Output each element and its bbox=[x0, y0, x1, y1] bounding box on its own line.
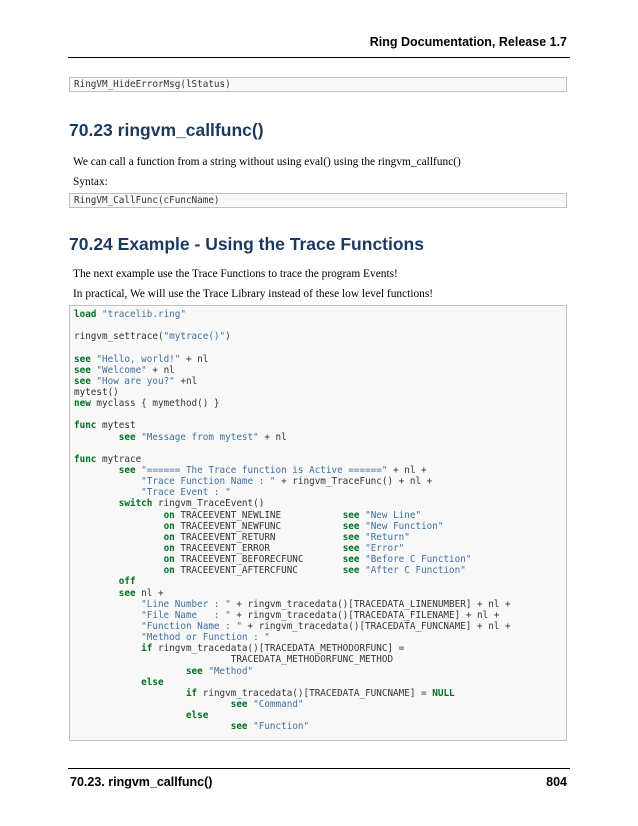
code-string: "New Function" bbox=[365, 520, 444, 532]
code-text: TRACEEVENT_BEFORECFUNC bbox=[174, 554, 343, 566]
code-text bbox=[74, 688, 186, 699]
code-keyword: see bbox=[342, 520, 360, 532]
code-keyword: on bbox=[163, 520, 175, 532]
code-keyword: see bbox=[185, 665, 203, 677]
code-line bbox=[74, 387, 562, 398]
code-text: mytest() bbox=[74, 386, 119, 398]
code-line bbox=[74, 532, 562, 543]
code-string: "File Name : " bbox=[141, 609, 231, 621]
code-text: mytrace bbox=[96, 453, 142, 465]
code-string: "New Line" bbox=[365, 509, 422, 521]
code-string: "====== The Trace function is Active ======" bbox=[141, 464, 388, 476]
code-text bbox=[74, 621, 141, 632]
code-text: mytest bbox=[96, 420, 136, 432]
code-keyword: on bbox=[163, 565, 175, 577]
code-block-syntax: RingVM_CallFunc(cFuncName) bbox=[69, 193, 567, 208]
code-text bbox=[74, 666, 186, 677]
code-text bbox=[74, 532, 164, 543]
code-text bbox=[74, 710, 186, 721]
code-keyword: load bbox=[74, 309, 97, 320]
code-keyword: see bbox=[230, 721, 248, 733]
paragraph-callfunc: We can call a function from a string without using eval() using the ringvm_callfunc() bbox=[73, 156, 461, 168]
code-string: "Trace Function Name : " bbox=[141, 476, 276, 488]
code-line bbox=[74, 409, 562, 420]
code-line bbox=[74, 331, 562, 342]
code-keyword: if bbox=[141, 643, 153, 655]
code-keyword: on bbox=[163, 509, 175, 521]
code-string: "Method or Function : " bbox=[141, 632, 270, 644]
code-line bbox=[74, 420, 562, 431]
code-text bbox=[74, 643, 141, 654]
code-keyword: switch bbox=[118, 498, 153, 510]
code-line bbox=[74, 677, 562, 688]
code-text bbox=[74, 576, 119, 587]
code-line bbox=[74, 565, 562, 576]
code-text: + nl bbox=[180, 353, 209, 365]
code-keyword: see bbox=[74, 375, 91, 387]
footer-section: 70.23. ringvm_callfunc() bbox=[70, 775, 213, 789]
code-keyword: see bbox=[118, 431, 136, 443]
code-text: TRACEEVENT_RETURN bbox=[174, 531, 343, 543]
paragraph-trace-1: The next example use the Trace Functions to trace the program Events! bbox=[73, 268, 398, 280]
code-text: myclass { mymethod() } bbox=[90, 398, 220, 410]
code-line bbox=[74, 610, 562, 621]
footer-page-number: 804 bbox=[546, 775, 567, 789]
code-line bbox=[74, 443, 562, 454]
code-text bbox=[74, 677, 141, 688]
code-line bbox=[74, 498, 562, 509]
code-string: "Welcome" bbox=[96, 364, 147, 376]
code-text: ringvm_settrace( bbox=[74, 331, 164, 343]
code-line bbox=[74, 654, 562, 665]
code-keyword: see bbox=[118, 587, 136, 599]
section-heading-callfunc: 70.23 ringvm_callfunc() bbox=[69, 120, 264, 140]
code-keyword: see bbox=[342, 565, 360, 577]
code-string: "How are you?" bbox=[96, 375, 175, 387]
code-line bbox=[74, 588, 562, 599]
code-string: "Function" bbox=[253, 721, 310, 733]
code-keyword: on bbox=[163, 542, 175, 554]
paragraph-trace-2: In practical, We will use the Trace Library instead of these low level functions! bbox=[73, 288, 434, 300]
code-text bbox=[74, 476, 141, 487]
code-line bbox=[74, 465, 562, 476]
code-text bbox=[74, 432, 119, 443]
code-line bbox=[74, 554, 562, 565]
code-text bbox=[74, 632, 141, 643]
code-string: "Message from mytest" bbox=[141, 431, 259, 443]
code-line bbox=[74, 342, 562, 353]
code-text: ) bbox=[225, 331, 231, 343]
code-string: "Function Name : " bbox=[141, 620, 242, 632]
code-string: "Trace Event : " bbox=[141, 487, 231, 499]
code-block-hide-error: RingVM_HideErrorMsg(lStatus) bbox=[69, 77, 567, 92]
code-text: + ringvm_TraceFunc() + nl + bbox=[275, 476, 433, 488]
code-keyword: on bbox=[163, 554, 175, 566]
code-text: TRACEEVENT_ERROR bbox=[174, 542, 343, 554]
code-text bbox=[74, 554, 164, 565]
code-text: TRACEEVENT_AFTERCFUNC bbox=[174, 565, 343, 577]
code-line bbox=[74, 543, 562, 554]
code-text bbox=[74, 721, 231, 732]
code-keyword: off bbox=[118, 576, 136, 588]
code-line bbox=[74, 432, 562, 443]
code-string: "tracelib.ring" bbox=[102, 309, 186, 320]
code-line bbox=[74, 699, 562, 710]
footer-rule bbox=[68, 768, 570, 769]
code-text bbox=[74, 699, 231, 710]
code-line bbox=[74, 487, 562, 498]
code-keyword: else bbox=[141, 676, 164, 688]
code-text bbox=[74, 588, 119, 599]
code-text bbox=[74, 487, 141, 498]
code-keyword: see bbox=[342, 509, 360, 521]
code-text: + ringvm_tracedata()[TRACEDATA_FILENAME] + nl + bbox=[230, 609, 500, 621]
code-keyword: see bbox=[118, 464, 136, 476]
code-string: "Return" bbox=[365, 531, 410, 543]
code-line bbox=[74, 320, 562, 331]
code-keyword: see bbox=[74, 353, 91, 365]
header-rule bbox=[68, 57, 570, 58]
code-text: TRACEEVENT_NEWFUNC bbox=[174, 520, 343, 532]
code-line bbox=[74, 643, 562, 654]
code-line bbox=[74, 365, 562, 376]
code-text: + ringvm_tracedata()[TRACEDATA_LINENUMBER] + nl + bbox=[230, 598, 511, 610]
code-keyword: on bbox=[163, 531, 175, 543]
code-text: ringvm_tracedata()[TRACEDATA_FUNCNAME] = bbox=[197, 687, 433, 699]
code-keyword: else bbox=[185, 710, 209, 722]
code-text: ringvm_TraceEvent() bbox=[152, 498, 265, 510]
code-string: "Error" bbox=[365, 542, 405, 554]
code-text: +nl bbox=[174, 375, 198, 387]
code-text bbox=[74, 543, 164, 554]
code-text: TRACEEVENT_NEWLINE bbox=[174, 509, 343, 521]
code-text bbox=[74, 565, 164, 576]
code-keyword: NULL bbox=[432, 687, 455, 699]
code-text bbox=[74, 498, 119, 509]
code-line bbox=[74, 376, 562, 387]
code-keyword: see bbox=[342, 542, 360, 554]
code-line bbox=[74, 599, 562, 610]
code-string: "Method" bbox=[208, 665, 254, 677]
code-keyword: see bbox=[74, 364, 91, 376]
code-line bbox=[74, 721, 562, 732]
code-line bbox=[74, 576, 562, 587]
code-line bbox=[74, 309, 562, 320]
code-text bbox=[74, 510, 164, 521]
code-string: "After C Function" bbox=[365, 565, 466, 577]
code-text: + ringvm_tracedata()[TRACEDATA_FUNCNAME] + nl + bbox=[241, 620, 511, 632]
code-text bbox=[74, 465, 119, 476]
code-string: "Line Number : " bbox=[141, 598, 231, 610]
code-line bbox=[74, 710, 562, 721]
code-keyword: see bbox=[342, 554, 360, 566]
code-text: + nl + bbox=[387, 464, 427, 476]
code-line bbox=[74, 354, 562, 365]
code-line bbox=[74, 510, 562, 521]
code-block-trace-example bbox=[69, 305, 567, 741]
code-line bbox=[74, 454, 562, 465]
code-keyword: if bbox=[185, 687, 198, 699]
code-string: "Hello, world!" bbox=[96, 353, 181, 365]
code-line bbox=[74, 688, 562, 699]
code-text bbox=[74, 610, 141, 621]
code-keyword: func bbox=[74, 420, 97, 432]
code-text: nl + bbox=[135, 587, 164, 599]
code-text: ringvm_tracedata()[TRACEDATA_METHODORFUNC] = bbox=[152, 643, 405, 655]
code-line bbox=[74, 476, 562, 487]
code-line bbox=[74, 398, 562, 409]
code-string: "Command" bbox=[253, 698, 304, 710]
code-text bbox=[74, 521, 164, 532]
code-string: "Before C Function" bbox=[365, 554, 472, 566]
code-keyword: func bbox=[74, 453, 97, 465]
running-header: Ring Documentation, Release 1.7 bbox=[369, 35, 567, 49]
code-text bbox=[74, 599, 141, 610]
code-text: + nl bbox=[146, 364, 175, 376]
code-keyword: new bbox=[74, 398, 91, 410]
code-line bbox=[74, 521, 562, 532]
code-keyword: see bbox=[230, 698, 248, 710]
syntax-label: Syntax: bbox=[73, 176, 108, 188]
code-text: TRACEDATA_METHODORFUNC_METHOD bbox=[74, 654, 394, 666]
section-heading-trace: 70.24 Example - Using the Trace Functions bbox=[69, 234, 424, 254]
code-string: "mytrace()" bbox=[163, 331, 226, 343]
code-line bbox=[74, 666, 562, 677]
code-keyword: see bbox=[342, 531, 360, 543]
code-line bbox=[74, 621, 562, 632]
code-text: + nl bbox=[258, 431, 287, 443]
code-line bbox=[74, 632, 562, 643]
